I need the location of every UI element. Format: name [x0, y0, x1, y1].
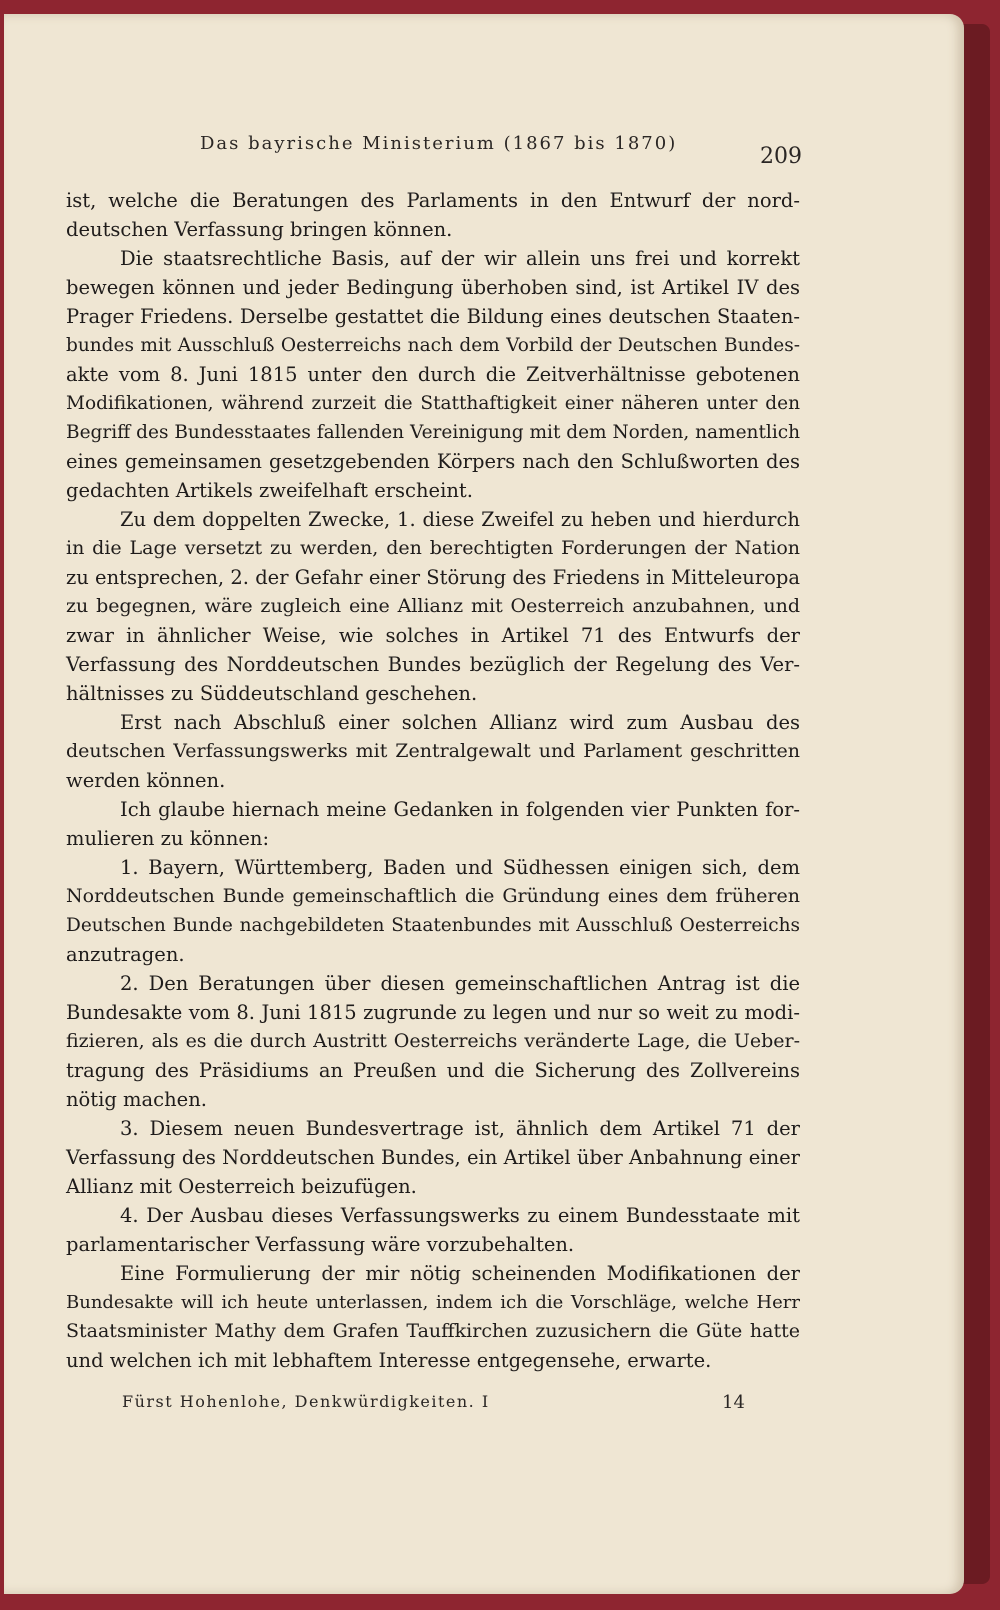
text-line: akte vom 8. Juni 1815 unter den durch die Zeitverhältnisse gebotenen	[66, 363, 800, 386]
text-line: bewegen können und jeder Bedingung überhoben sind, ist Artikel IV des	[66, 276, 800, 299]
text-line: hältnisses zu Süddeutschland geschehen.	[66, 682, 478, 705]
text-line: tragung des Präsidiums an Preußen und die Sicherung des Zollvereins	[66, 1059, 800, 1082]
text-line: in die Lage versetzt zu werden, den berechtigten Forderungen der Nation	[66, 537, 800, 559]
text-line: werden können.	[66, 769, 226, 792]
text-line: 1. Bayern, Württemberg, Baden und Südhessen einigen sich, dem	[120, 856, 800, 879]
text-line: Modifikationen, während zurzeit die Statthaftigkeit einer näheren unter den	[66, 393, 800, 414]
text-line: Prager Friedens. Derselbe gestattet die Bildung eines deutschen Staaten-	[66, 305, 800, 328]
text-line: ist, welche die Beratungen des Parlaments in den Entwurf der nord-	[66, 189, 800, 212]
text-line: 2. Den Beratungen über diesen gemeinschaftlichen Antrag ist die	[120, 972, 800, 995]
text-line: Norddeutschen Bunde gemeinschaftlich die Gründung eines dem früheren	[66, 885, 800, 907]
text-line: bundes mit Ausschluß Oesterreichs nach dem Vorbild der Deutschen Bundes-	[66, 335, 800, 356]
text-line: gedachten Artikels zweifelhaft erscheint.	[66, 479, 473, 502]
text-line: eines gemeinsamen gesetzgebenden Körpers nach den Schlußworten des	[66, 450, 800, 473]
text-line: fizieren, als es die durch Austritt Oesterreichs veränderte Lage, die Ueber-	[66, 1030, 800, 1052]
text-line: mulieren zu können:	[66, 827, 270, 850]
text-line: Allianz mit Oesterreich beizufügen.	[66, 1175, 417, 1198]
text-line: Bundesakte will ich heute unterlassen, indem ich die Vorschläge, welche Herr	[66, 1292, 800, 1313]
text-line: Bundesakte vom 8. Juni 1815 zugrunde zu legen und nur so weit zu modi-	[66, 1001, 800, 1024]
text-line: zu begegnen, wäre zugleich eine Allianz mit Oesterreich anzubahnen, und	[66, 595, 800, 617]
text-line: Verfassung des Norddeutschen Bundes bezüglich der Regelung des Ver-	[66, 653, 800, 676]
text-line: deutschen Verfassung bringen können.	[66, 218, 453, 241]
text-line: Eine Formulierung der mir nötig scheinenden Modifikationen der	[120, 1262, 800, 1285]
text-line: anzutragen.	[66, 943, 185, 966]
text-line: Erst nach Abschluß einer solchen Allianz wird zum Ausbau des	[120, 711, 800, 734]
text-line: zwar in ähnlicher Weise, wie solches in Artikel 71 des Entwurfs der	[66, 624, 800, 647]
sheet-number: 14	[722, 1392, 745, 1413]
text-line: deutschen Verfassungswerks mit Zentralgewalt und Parlament geschritten	[66, 740, 800, 762]
text-line: Staatsminister Mathy dem Grafen Tauffkirchen zuzusichern die Güte hatte	[66, 1320, 800, 1342]
body-text	[66, 186, 800, 1375]
page-number: 209	[760, 144, 802, 169]
text-line: 3. Diesem neuen Bundesvertrage ist, ähnlich dem Artikel 71 der	[120, 1117, 800, 1140]
signature-line: Fürst Hohenlohe, Denkwürdigkeiten. I	[122, 1392, 490, 1411]
text-line: und welchen ich mit lebhaftem Interesse entgegensehe, erwarte.	[66, 1349, 712, 1372]
text-line: 4. Der Ausbau dieses Verfassungswerks zu einem Bundesstaate mit	[120, 1204, 800, 1227]
text-line: Verfassung des Norddeutschen Bundes, ein Artikel über Anbahnung einer	[66, 1146, 800, 1169]
running-head: Das bayrische Ministerium (1867 bis 1870)	[200, 133, 678, 154]
text-line: zu entsprechen, 2. der Gefahr einer Störung des Friedens in Mitteleuropa	[66, 566, 800, 589]
text-line: Ich glaube hiernach meine Gedanken in folgenden vier Punkten for-	[120, 798, 800, 821]
text-line: Die staatsrechtliche Basis, auf der wir allein uns frei und korrekt	[120, 247, 800, 270]
text-line: nötig machen.	[66, 1088, 207, 1111]
text-line: Begriff des Bundesstaates fallenden Vereinigung mit dem Norden, namentlich	[66, 422, 801, 443]
text-line: Deutschen Bunde nachgebildeten Staatenbundes mit Ausschluß Oesterreichs	[66, 915, 800, 936]
text-line: Zu dem doppelten Zwecke, 1. diese Zweifel zu heben und hierdurch	[120, 508, 800, 531]
text-line: parlamentarischer Verfassung wäre vorzubehalten.	[66, 1233, 575, 1256]
